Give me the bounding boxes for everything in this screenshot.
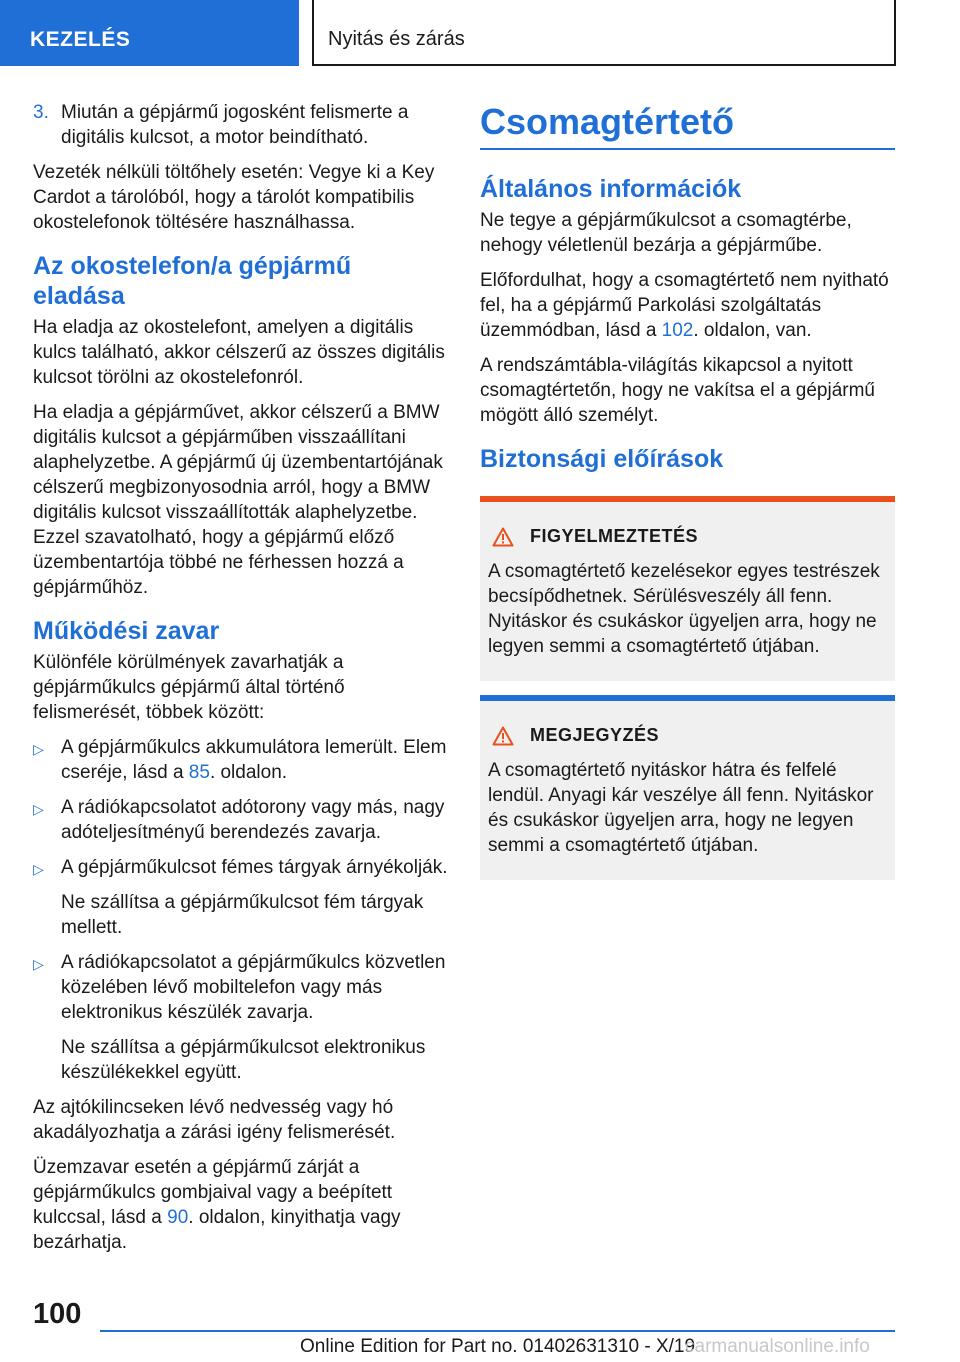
list-item: ▷ A gépjárműkulcs akkumulátora lemerült. Elem cseréje, lásd a 85. oldalon. <box>33 737 447 783</box>
page-link-102[interactable]: 102 <box>661 320 694 341</box>
frost-paragraph: Az ajtókilincseken lévő nedvesség vagy hó akadályozhatja a zárási igény felismerését. <box>33 1097 396 1143</box>
section-tab <box>0 0 299 66</box>
bullet-text: A gépjárműkulcsot fémes tárgyak árnyékolják. <box>61 857 448 878</box>
section-title: KEZELÉS <box>30 28 131 51</box>
step-text: Miután a gépjármű jogosként felismerte a digitális kulcsot, a motor beindítható. <box>61 102 409 148</box>
page-title: Csomagtértető <box>480 100 895 150</box>
warning-triangle-icon <box>492 726 514 746</box>
list-item <box>33 855 448 940</box>
warning-triangle-icon <box>492 527 514 547</box>
page-link-90[interactable]: 90 <box>167 1207 189 1228</box>
sell-heading: Az okostelefon/a gépjármű eladása <box>33 252 352 310</box>
warning-box <box>480 496 895 681</box>
footer-divider <box>100 1330 895 1332</box>
bullet-text: A rádiókapcsolatot adótorony vagy más, nagy adóteljesítményű berendezés zavarja. <box>61 797 445 843</box>
general-paragraph-1: Ne tegye a gépjárműkulcsot a csomagtérbe, nehogy véletlenül bezárja a gépjárműbe. <box>480 210 852 256</box>
bullet-text: A gépjárműkulcs akkumulátora lemerült. Elem cseréje, lásd a <box>61 737 447 783</box>
note-label: MEGJEGYZÉS <box>530 725 660 745</box>
bullet-subtext: Ne szállítsa a gépjárműkulcsot fém tárgyak mellett. <box>61 892 424 938</box>
sell-paragraph-2: Ha eladja a gépjárművet, akkor célszerű a BMW digitális kulcsot a gépjárműben visszaállítani alaphelyzetbe. A gépjármű új üzembentartójának célszerű megbizonyosodnia arról, hogy a BMW digitális kulcsot visszaállították alaphelyzetbe. Ezzel szavatolható, hogy a gépjármű előző üzembentartója többé ne férhessen hozzá a gépjárműhöz. <box>33 402 443 598</box>
safety-heading: Biztonsági előírások <box>480 445 724 473</box>
chapter-header <box>312 0 896 66</box>
left-column <box>33 100 448 1265</box>
sell-paragraph-1: Ha eladja az okostelefont, amelyen a digitális kulcs található, akkor célszerű az összes digitális kulcsot törölni az okostelefonról. <box>33 317 445 388</box>
list-item <box>33 950 448 1085</box>
step-number: 3. <box>33 102 49 123</box>
watermark: carmanualsonline.info <box>685 1336 870 1357</box>
edition-text: Online Edition for Part no. 01402631310 - X/19 <box>300 1336 696 1357</box>
page-link-85[interactable]: 85 <box>188 762 210 783</box>
bullet-subtext: Ne szállítsa a gépjárműkulcsot elektronikus készülékekkel együtt. <box>61 1037 426 1083</box>
fault-intro: Különféle körülmények zavarhatják a gépjárműkulcs gépjármű által történő felismerését, többek között: <box>33 652 345 723</box>
triangle-bullet-icon: ▷ <box>33 801 44 817</box>
triangle-bullet-icon: ▷ <box>33 861 44 877</box>
step-3 <box>33 100 448 150</box>
page-number: 100 <box>33 1298 82 1330</box>
general-heading: Általános információk <box>480 175 742 203</box>
wireless-charging-paragraph: Vezeték nélküli töltőhely esetén: Vegye ki a Key Cardot a tárolóból, hogy a tárolót kompatibilis okostelefonok töltésére használhassa. <box>33 162 435 233</box>
general-paragraph-2: Előfordulhat, hogy a csomagtértető nem nyitható fel, ha a gépjármű Parkolási szolgáltatás üzemmódban, lásd a 102. oldalon, van. <box>480 270 889 341</box>
right-column <box>480 100 895 892</box>
fault-heading: Működési zavar <box>33 617 220 645</box>
bullet-text: A rádiókapcsolatot a gépjárműkulcs közvetlen közelében lévő mobiltelefon vagy más elektronikus készülék zavarja. <box>61 952 446 1023</box>
warning-text: A csomagtértető kezelésekor egyes testrészek becsípődhetnek. Sérülésveszély áll fenn. Nyitáskor és csukáskor ügyeljen arra, hogy ne legyen semmi a csomagtértető útjában. <box>488 561 880 657</box>
note-text: A csomagtértető nyitáskor hátra és felfelé lendül. Anyagi kár veszélye áll fenn. Nyitáskor és csukáskor ügyeljen arra, hogy ne legyen semmi a csomagtértető útjában. <box>488 760 874 856</box>
fallback-paragraph: Üzemzavar esetén a gépjármű zárját a gépjárműkulcs gombjaival vagy a beépített kulccsal, lásd a 90. oldalon, kinyithatja vagy bezárhatja. <box>33 1157 401 1253</box>
warning-label: FIGYELMEZTETÉS <box>530 526 699 546</box>
note-box <box>480 695 895 880</box>
triangle-bullet-icon: ▷ <box>33 741 44 757</box>
general-paragraph-3: A rendszámtábla-világítás kikapcsol a nyitott csomagtértetőn, hogy ne vakítsa el a gépjármű mögött álló személyt. <box>480 355 876 426</box>
triangle-bullet-icon: ▷ <box>33 956 44 972</box>
list-item <box>33 795 448 845</box>
chapter-title: Nyitás és zárás <box>328 28 465 50</box>
